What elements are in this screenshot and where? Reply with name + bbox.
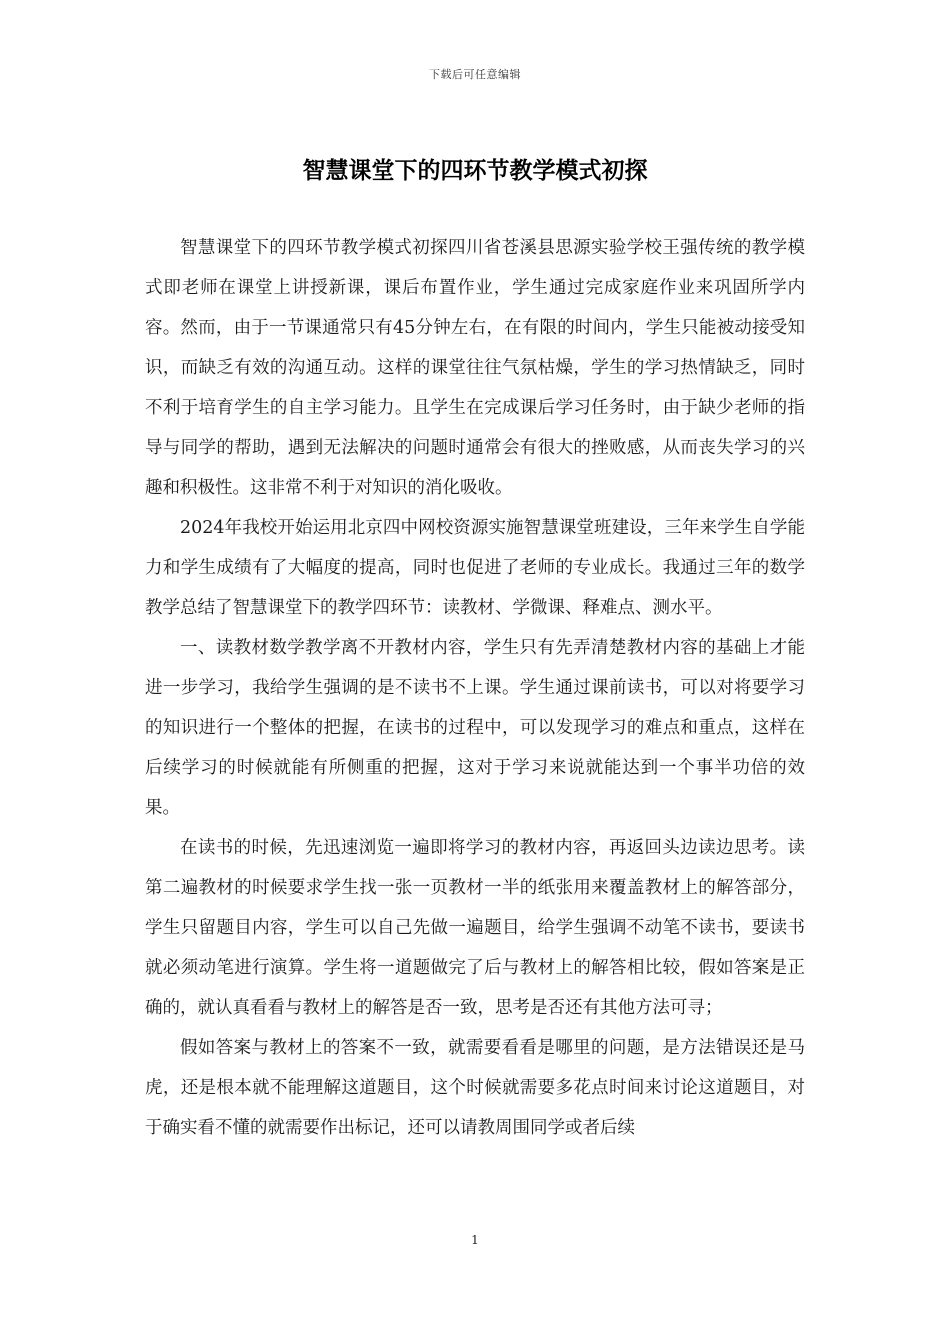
- document-body: [145, 228, 805, 1148]
- paragraph-1: 智慧课堂下的四环节教学模式初探四川省苍溪县思源实验学校王强传统的教学模式即老师在课堂上讲授新课，课后布置作业，学生通过完成家庭作业来巩固所学内容。然而，由于一节课通常只有45分钟左右，在有限的时间内，学生只能被动接受知识，而缺乏有效的沟通互动。这样的课堂往往气氛枯燥，学生的学习热情缺乏，同时不利于培育学生的自主学习能力。且学生在完成课后学习任务时，由于缺少老师的指导与同学的帮助，遇到无法解决的问题时通常会有很大的挫败感，从而丧失学习的兴趣和积极性。这非常不利于对知识的消化吸收。: [145, 238, 805, 498]
- page-number: 1: [471, 1233, 479, 1247]
- header-note: 下载后可任意编辑: [429, 68, 521, 81]
- paragraph-4: 在读书的时候，先迅速浏览一遍即将学习的教材内容，再返回头边读边思考。读第二遍教材的时候要求学生找一张一页教材一半的纸张用来覆盖教材上的解答部分，学生只留题目内容，学生可以自己先做一遍题目，给学生强调不动笔不读书，要读书就必须动笔进行演算。学生将一道题做完了后与教材上的解答相比较，假如答案是正确的，就认真看看与教材上的解答是否一致，思考是否还有其他方法可寻；: [145, 838, 805, 1018]
- document-title: 智慧课堂下的四环节教学模式初探: [302, 158, 648, 184]
- paragraph-3: 一、读教材数学教学离不开教材内容，学生只有先弄清楚教材内容的基础上才能进一步学习，我给学生强调的是不读书不上课。学生通过课前读书，可以对将要学习的知识进行一个整体的把握，在读书的过程中，可以发现学习的难点和重点，这样在后续学习的时候就能有所侧重的把握，这对于学习来说就能达到一个事半功倍的效果。: [145, 638, 805, 818]
- paragraph-2: 2024年我校开始运用北京四中网校资源实施智慧课堂班建设，三年来学生自学能力和学生成绩有了大幅度的提高，同时也促进了老师的专业成长。我通过三年的数学教学总结了智慧课堂下的教学四环节：读教材、学微课、释难点、测水平。: [145, 518, 805, 618]
- paragraph-5: 假如答案与教材上的答案不一致，就需要看看是哪里的问题，是方法错误还是马虎，还是根本就不能理解这道题目，这个时候就需要多花点时间来讨论这道题目，对于确实看不懂的就需要作出标记，还可以请教周围同学或者后续: [145, 1038, 805, 1138]
